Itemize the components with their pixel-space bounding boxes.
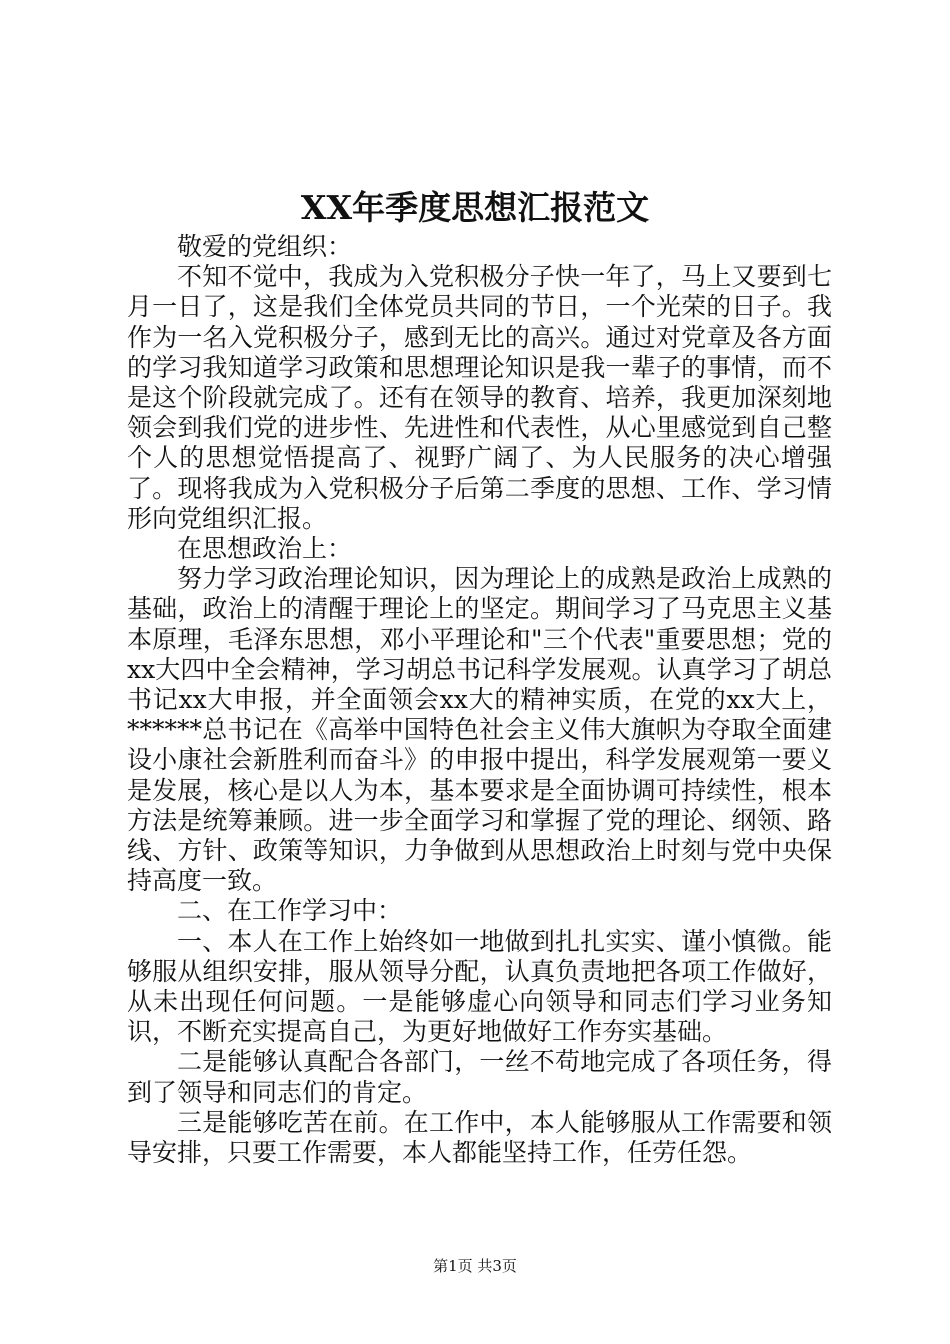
body-paragraph: 三是能够吃苦在前。在工作中，本人能够服从工作需要和领导安排，只要工作需要，本人都能坚持工作，任劳任怨。 — [127, 1107, 832, 1168]
body-paragraph: 不知不觉中，我成为入党积极分子快一年了，马上又要到七月一日了，这是我们全体党员共同的节日，一个光荣的日子。我作为一名入党积极分子，感到无比的高兴。通过对党章及各方面的学习我知道学习政策和思想理论知识是我一辈子的事情，而不是这个阶段就完成了。还有在领导的教育、培养，我更加深刻地领会到我们党的进步性、先进性和代表性，从心里感觉到自己整个人的思想觉悟提高了、视野广阔了、为人民服务的决心增强了。现将我成为入党积极分子后第二季度的思想、工作、学习情形向党组织汇报。 — [127, 262, 832, 533]
document-body — [127, 232, 832, 1168]
body-paragraph: 努力学习政治理论知识，因为理论上的成熟是政治上成熟的基础，政治上的清醒于理论上的坚定。期间学习了马克思主义基本原理，毛泽东思想，邓小平理论和"三个代表"重要思想；党的xx大四中全会精神，学习胡总书记科学发展观。认真学习了胡总书记xx大申报，并全面领会xx大的精神实质，在党的xx大上，******总书记在《高举中国特色社会主义伟大旗帜为夺取全面建设小康社会新胜利而奋斗》的申报中提出，科学发展观第一要义是发展，核心是以人为本，基本要求是全面协调可持续性，根本方法是统筹兼顾。进一步全面学习和掌握了党的理论、纲领、路线、方针、政策等知识，力争做到从思想政治上时刻与党中央保持高度一致。 — [127, 564, 832, 896]
section-heading: 在思想政治上： — [177, 534, 353, 564]
page-number-footer: 第1页 共3页 — [433, 1257, 517, 1275]
body-paragraph: 二是能够认真配合各部门，一丝不苟地完成了各项任务，得到了领导和同志们的肯定。 — [127, 1047, 832, 1107]
body-paragraph: 一、本人在工作上始终如一地做到扎扎实实、谨小慎微。能够服从组织安排，服从领导分配，认真负责地把各项工作做好，从未出现任何问题。一是能够虚心向领导和同志们学习业务知识，不断充实提高自己，为更好地做好工作夯实基础。 — [127, 926, 832, 1047]
section-heading: 二、在工作学习中： — [177, 896, 403, 926]
salutation-paragraph: 敬爱的党组织： — [177, 232, 353, 261]
document-title: XX年季度思想汇报范文 — [300, 188, 650, 227]
